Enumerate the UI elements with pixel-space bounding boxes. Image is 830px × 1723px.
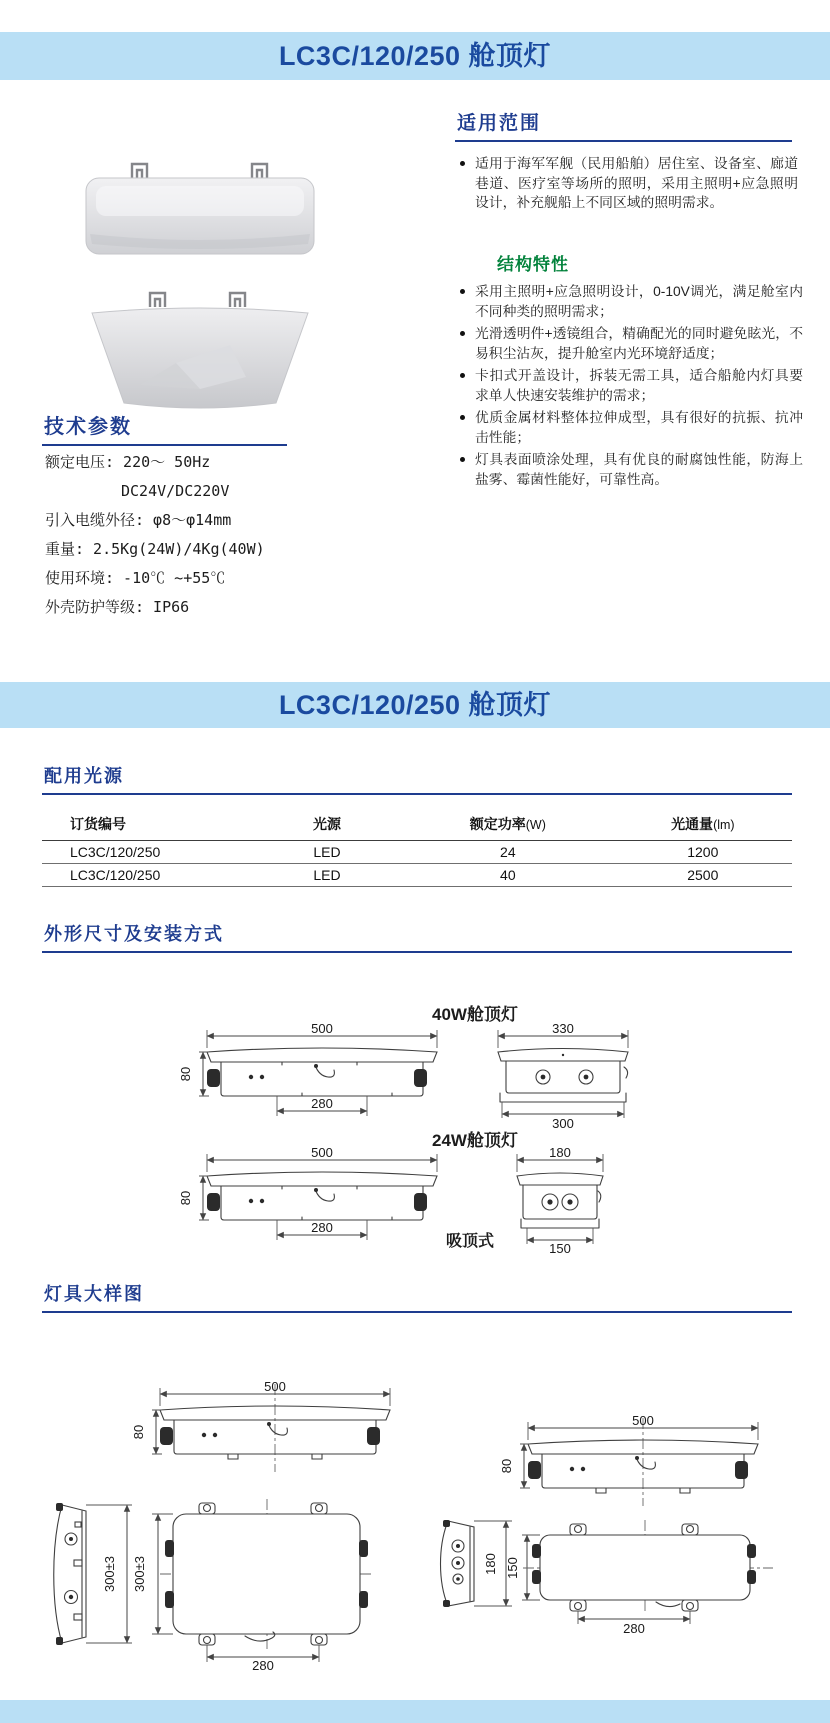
section-heading-light-source: 配用光源 [42,762,792,795]
dim-base-label: 300 [552,1116,574,1131]
dim-depth-label: 150 [505,1557,520,1579]
label-40w-lamp: 40W舱顶灯 [432,1005,518,1024]
application-bullets [458,154,798,216]
dim-width-label: 500 [264,1379,286,1394]
list-item: 卡扣式开盖设计，拆装无需工具，适合船舱内灯具要求单人快速安装维护的需求； [458,366,803,405]
dim-width-label: 330 [552,1021,574,1036]
dim-mount-label: 280 [311,1096,333,1111]
dim-height-label: 80 [178,1066,193,1082]
drawing-detail-right-plan-view [428,1518,798,1636]
drawing-40w-end-view [488,1022,638,1130]
dim-mount-label: 280 [311,1220,333,1235]
spec-line: 外壳防护等级: IP66 [45,598,190,616]
product-photo-rect-lamp [80,148,320,260]
drawing-24w-side-view [177,1146,457,1246]
label-24w-lamp: 24W舱顶灯 [432,1131,518,1150]
col-order-no: 订货编号 [42,810,252,841]
dim-height-label: 80 [178,1190,193,1206]
table-row: LC3C/120/250 LED 40 2500 [42,864,792,887]
mid-title-bar [0,682,830,728]
dim-depth-label: 300±3 [102,1555,117,1593]
light-source-table [42,810,792,887]
col-flux: 光通量(lm) [614,810,792,841]
tech-params-list [45,448,375,622]
dim-width-label: 180 [549,1145,571,1160]
dim-height-label: 80 [499,1458,514,1474]
col-power: 额定功率(W) [402,810,614,841]
list-item: 灯具表面喷涂处理，具有优良的耐腐蚀性能，防海上盐雾、霉菌性能好，可靠性高。 [458,450,803,489]
table-row: LC3C/120/250 LED 24 1200 [42,841,792,864]
list-item: 优质金属材料整体拉伸成型，具有很好的抗振、抗冲击性能； [458,408,803,447]
top-title-bar [0,32,830,80]
spec-line: 引入电缆外径: φ8～φ14mm [45,511,232,529]
spec-line: DC24V/DC220V [121,482,230,500]
label-ceiling-mount: 吸顶式 [445,1233,494,1250]
section-heading-tech-params: 技术参数 [42,410,287,446]
dim-base-label: 150 [549,1241,571,1256]
section-heading-detail: 灯具大样图 [42,1280,792,1313]
list-item: 光滑透明件+透镜组合，精确配光的同时避免眩光，不易积尘沾灰，提升舱室内光环境舒适度； [458,324,803,363]
spec-line: 使用环境: -10℃ ~+55℃ [45,569,226,587]
structure-bullets [458,282,803,492]
dim-depth-label: 180 [483,1553,498,1575]
section-heading-application: 适用范围 [455,108,792,142]
section-heading-structure: 结构特性 [497,255,569,274]
dim-width-label: 500 [311,1021,333,1036]
drawing-detail-right-side-view [498,1414,778,1514]
dim-depth-label: 300±3 [132,1555,147,1593]
dim-width-label: 500 [311,1145,333,1160]
spec-line: 重量: 2.5Kg(24W)/4Kg(40W) [45,540,265,558]
page-title: LC3C/120/250 舱顶灯 [278,41,552,71]
list-item: 采用主照明+应急照明设计，0-10V调光，满足舱室内不同种类的照明需求； [458,282,803,321]
drawing-detail-left-side-view [130,1380,410,1480]
dim-mount-label: 280 [252,1658,274,1673]
drawing-detail-left-plan-view [40,1494,370,1672]
section-heading-outline: 外形尺寸及安装方式 [42,920,792,953]
drawing-24w-end-view [505,1146,615,1254]
list-item: 适用于海军军舰（民用船舶）居住室、设备室、廊道巷道、医疗室等场所的照明，采用主照明+应急照明设计，补充舰船上不同区域的照明需求。 [458,154,798,213]
dim-height-label: 80 [131,1424,146,1440]
product-photo-square-lamp [80,283,320,413]
footer-bar [0,1700,830,1723]
dim-mount-label: 280 [623,1621,645,1636]
page-title: LC3C/120/250 舱顶灯 [278,690,552,720]
spec-line: 额定电压: 220～ 50Hz [45,453,211,471]
drawing-40w-side-view [177,1022,457,1122]
table-header-row [42,810,792,841]
dim-width-label: 500 [632,1413,654,1428]
col-source: 光源 [252,810,402,841]
